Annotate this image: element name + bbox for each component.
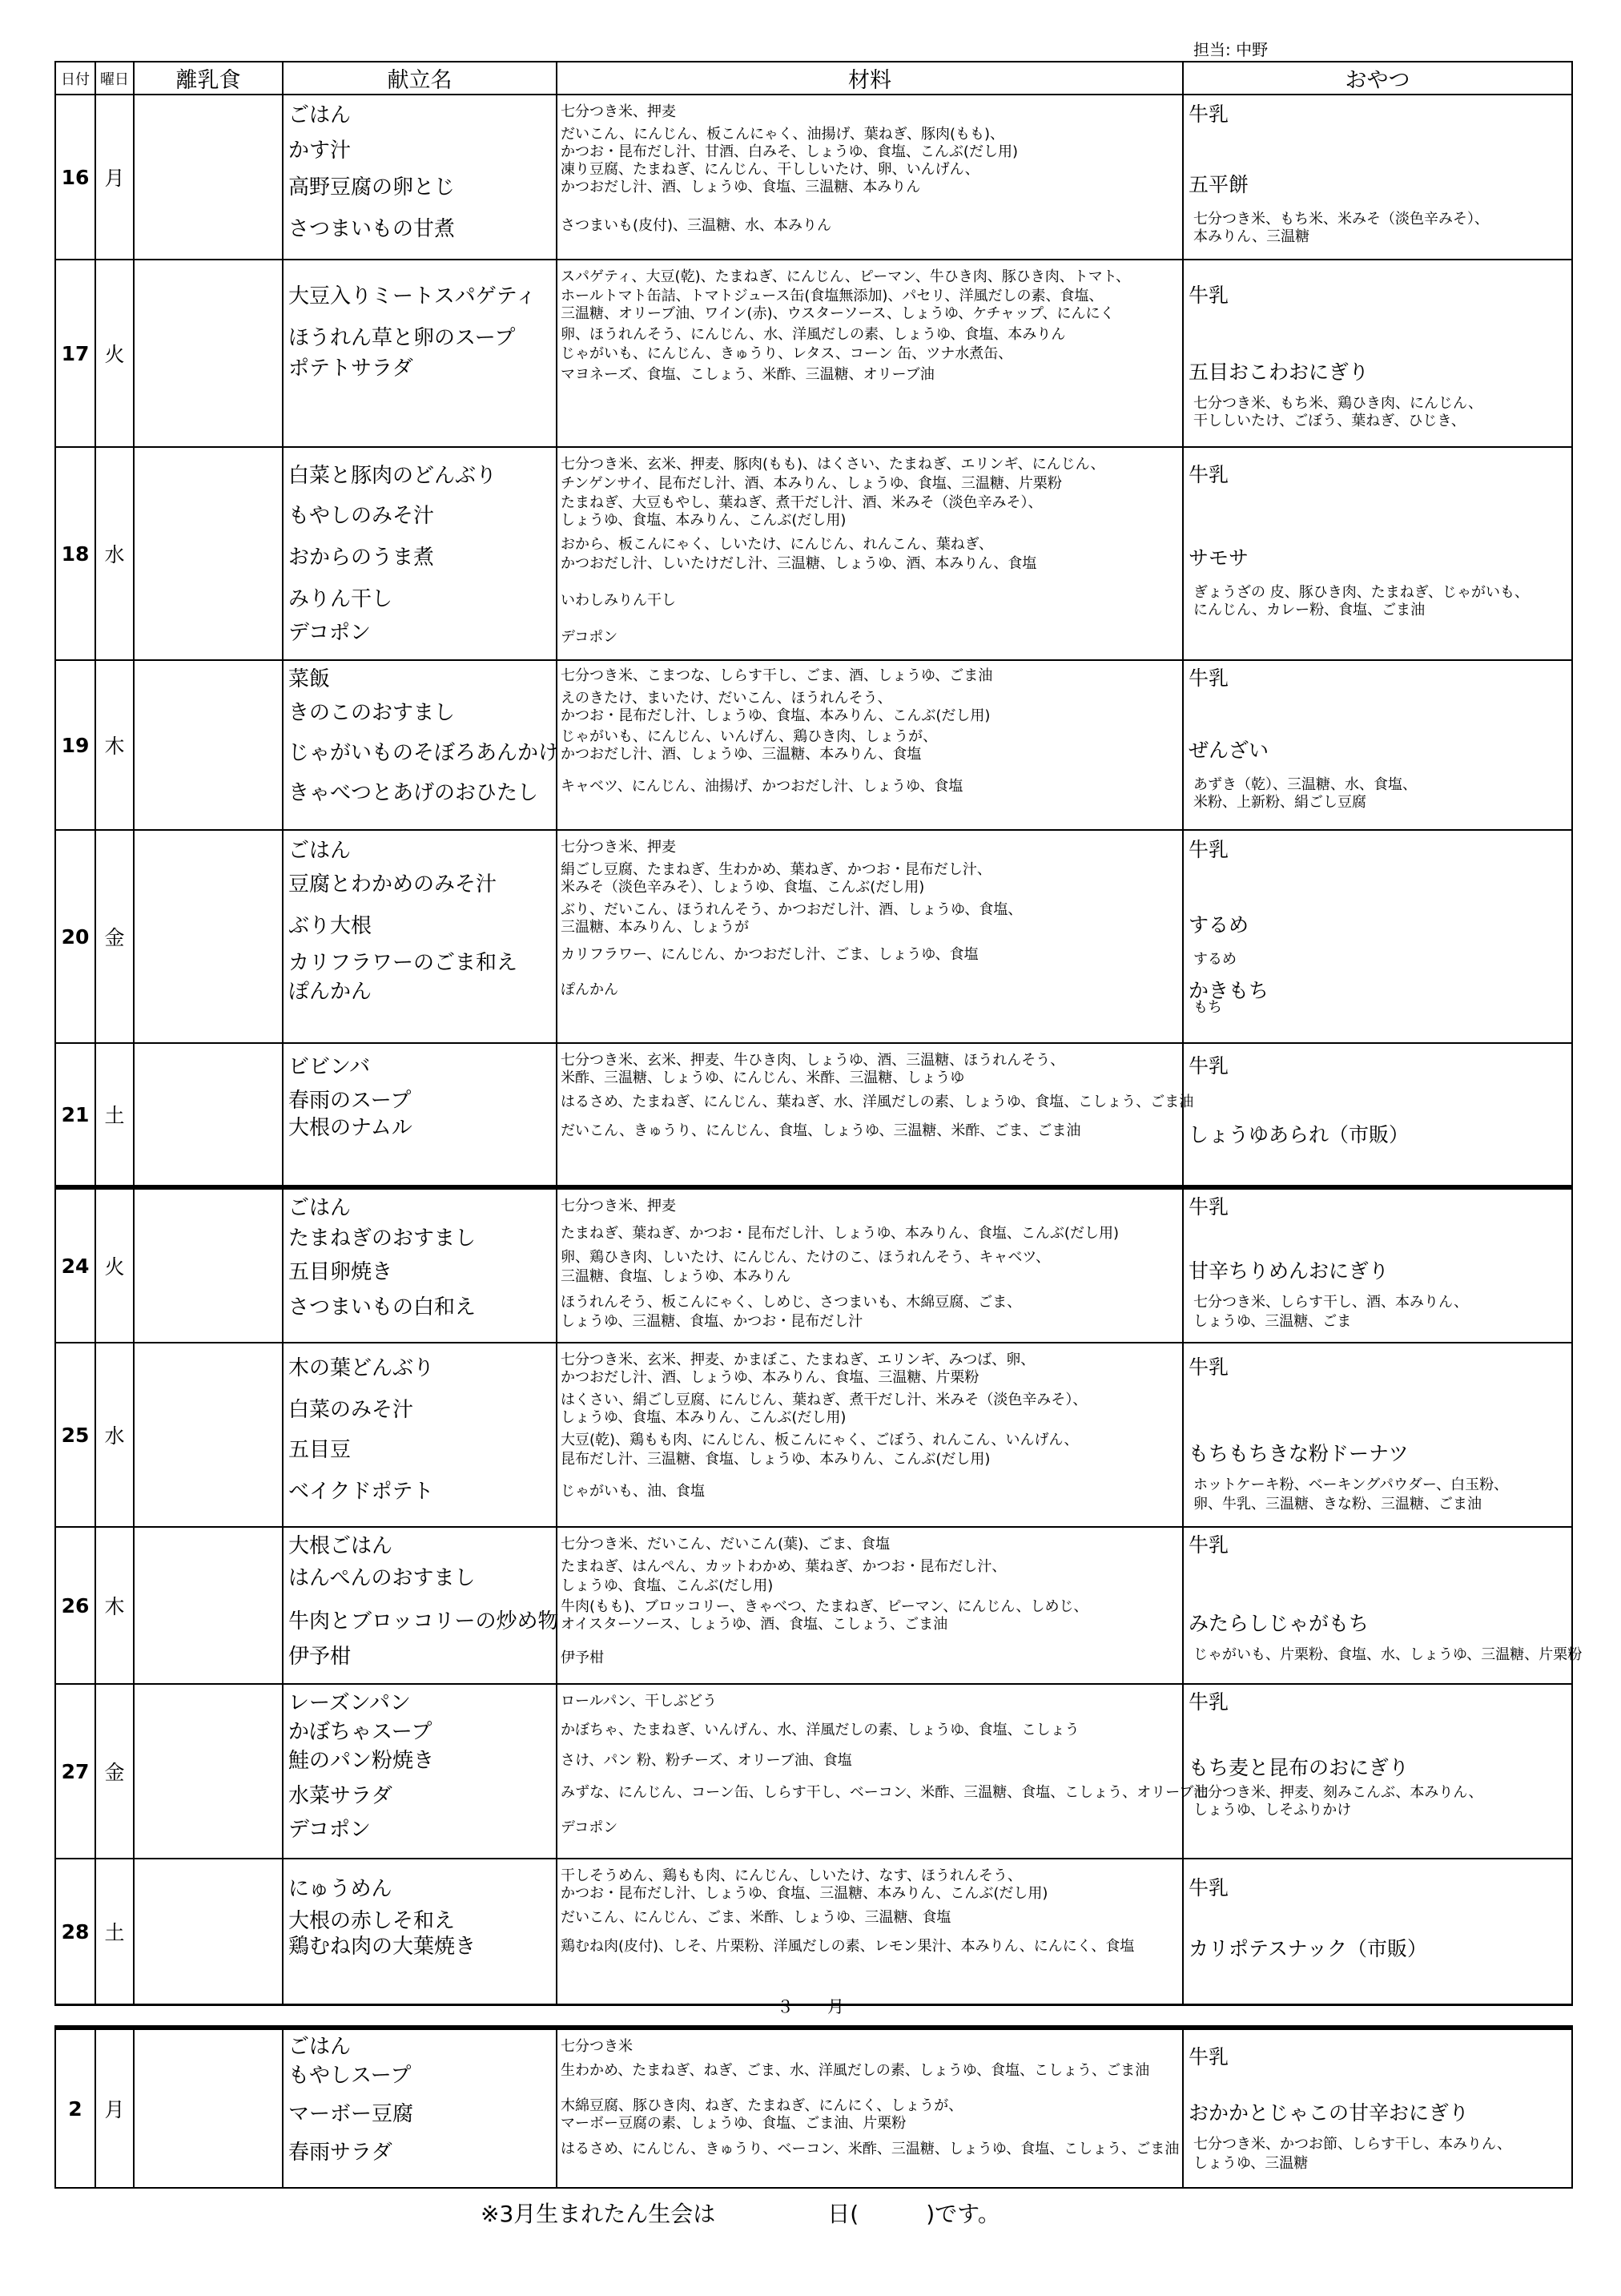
day-row <box>55 1527 1572 1684</box>
materials-cell <box>557 260 1183 447</box>
menu-item: 鮭のパン粉焼き <box>288 1749 435 1773</box>
baby-food-cell <box>134 660 283 830</box>
snack-ingredients: 七分つき米、かつお節、しらす干し、本みりん、 <box>1193 2136 1512 2153</box>
menu-item: きゃべつとあげのおひたし <box>288 781 539 805</box>
material-line: かつお・昆布だし汁、甘酒、白みそ、しょうゆ、食塩、こんぶ(だし用) <box>561 143 1018 160</box>
header-date: 日付 <box>55 62 95 95</box>
menu-item: 高野豆腐の卵とじ <box>288 175 456 199</box>
day-row <box>55 660 1572 830</box>
material-line: 木綿豆腐、豚ひき肉、ねぎ、たまねぎ、にんにく、しょうが、 <box>561 2097 963 2114</box>
day-row <box>55 1043 1572 1187</box>
snack-name: 牛乳 <box>1189 284 1229 307</box>
snack-ingredients: じゃがいも、片栗粉、食塩、水、しょうゆ、三温糖、片栗粉 <box>1193 1646 1583 1663</box>
day-row <box>55 830 1572 1043</box>
snack-ingredients: ぎょうざの 皮、豚ひき肉、たまねぎ、じゃがいも、 <box>1193 584 1529 601</box>
material-line: はるさめ、たまねぎ、にんじん、葉ねぎ、水、洋風だしの素、しょうゆ、食塩、こしょう、ごま油 <box>561 1094 1194 1110</box>
material-line: ホールトマト缶詰、トマトジュース缶(食塩無添加)、パセリ、洋風だしの素、食塩、 <box>561 288 1104 304</box>
snack-ingredients: しょうゆ、しそふりかけ <box>1193 1802 1352 1819</box>
day-number: 2 <box>55 2028 95 2188</box>
day-of-week: 金 <box>95 830 134 1043</box>
menu-cell <box>283 1343 557 1527</box>
snack-name: もちもちきな粉ドーナツ <box>1189 1442 1409 1465</box>
material-line: カリフラワー、にんじん、かつおだし汁、ごま、しょうゆ、食塩 <box>561 946 979 963</box>
menu-item: ごはん <box>288 839 352 863</box>
material-line: 三温糖、食塩、しょうゆ、本みりん <box>561 1268 791 1285</box>
snack-name: 牛乳 <box>1189 838 1229 861</box>
menu-item: 菜飯 <box>288 667 331 691</box>
baby-food-cell <box>134 1043 283 1187</box>
menu-item: はんぺんのおすまし <box>288 1566 476 1590</box>
material-line: デコポン <box>561 1819 618 1836</box>
snack-ingredients: しょうゆ、三温糖 <box>1193 2155 1309 2172</box>
baby-food-cell <box>134 1187 283 1343</box>
snack-cell <box>1183 2028 1572 2188</box>
material-line: 三温糖、本みりん、しょうが <box>561 919 750 936</box>
menu-cell <box>283 1043 557 1187</box>
materials-cell <box>557 1527 1183 1684</box>
menu-item: かぼちゃスープ <box>288 1720 432 1744</box>
menu-item: かす汁 <box>288 139 352 163</box>
material-line: 七分つき米、こまつな、しらす干し、ごま、酒、しょうゆ、ごま油 <box>561 667 993 684</box>
material-line: えのきたけ、まいたけ、だいこん、ほうれんそう、 <box>561 690 892 707</box>
day-number: 21 <box>55 1043 95 1187</box>
material-line: じゃがいも、油、食塩 <box>561 1483 705 1500</box>
material-line: 絹ごし豆腐、たまねぎ、生わかめ、葉ねぎ、かつお・昆布だし汁、 <box>561 861 992 878</box>
materials-cell <box>557 830 1183 1043</box>
day-of-week: 金 <box>95 1684 134 1859</box>
snack-ingredients: 米粉、上新粉、絹ごし豆腐 <box>1193 794 1366 811</box>
header-baby-food: 離乳食 <box>134 62 283 95</box>
material-line: 七分つき米、押麦 <box>561 103 676 120</box>
snack-cell <box>1183 660 1572 830</box>
materials-cell <box>557 1187 1183 1343</box>
material-line: 伊予柑 <box>561 1649 604 1666</box>
baby-food-cell <box>134 95 283 260</box>
snack-name: 牛乳 <box>1189 667 1229 690</box>
material-line: はくさい、絹ごし豆腐、にんじん、葉ねぎ、煮干だし汁、米みそ（淡色辛みそ）、 <box>561 1392 1088 1408</box>
day-row <box>55 260 1572 447</box>
day-row <box>55 1343 1572 1527</box>
material-line: デコポン <box>561 629 618 646</box>
menu-item: みりん干し <box>288 587 393 611</box>
menu-item: きのこのおすまし <box>288 701 456 725</box>
material-line: ぽんかん <box>561 981 618 998</box>
material-line: かつおだし汁、酒、しょうゆ、本みりん、食塩、三温糖、片栗粉 <box>561 1369 979 1386</box>
day-of-week: 水 <box>95 447 134 660</box>
menu-item: デコポン <box>288 621 371 645</box>
material-line: マーボー豆腐の素、しょうゆ、食塩、ごま油、片栗粉 <box>561 2115 907 2132</box>
menu-item: 大根のナムル <box>288 1116 412 1140</box>
menu-item: カリフラワーのごま和え <box>288 951 518 975</box>
day-row <box>55 95 1572 260</box>
day-number: 19 <box>55 660 95 830</box>
material-line: 三温糖、オリーブ油、ワイン(赤)、ウスターソース、しょうゆ、ケチャップ、にんにく <box>561 305 1115 322</box>
day-of-week: 水 <box>95 1343 134 1527</box>
snack-cell <box>1183 95 1572 260</box>
menu-item: 五目豆 <box>288 1438 352 1462</box>
snack-ingredients: あずき（乾）、三温糖、水、食塩、 <box>1193 776 1417 793</box>
snack-name: 牛乳 <box>1189 1533 1229 1557</box>
material-line: たまねぎ、大豆もやし、葉ねぎ、煮干だし汁、酒、米みそ（淡色辛みそ）、 <box>561 494 1043 511</box>
day-number: 18 <box>55 447 95 660</box>
material-line: 凍り豆腐、たまねぎ、にんじん、干ししいたけ、卵、いんげん、 <box>561 161 979 178</box>
day-row <box>55 1187 1572 1343</box>
snack-cell <box>1183 1043 1572 1187</box>
menu-item: デコポン <box>288 1818 371 1842</box>
baby-food-cell <box>134 2028 283 2188</box>
staff-label: 担当: 中野 <box>1193 40 1269 59</box>
day-row <box>55 2028 1572 2188</box>
menu-cell <box>283 1187 557 1343</box>
menu-cell <box>283 1859 557 2005</box>
menu-item: 白菜のみそ汁 <box>288 1398 414 1422</box>
snack-cell <box>1183 1684 1572 1859</box>
material-line: 米酢、三温糖、しょうゆ、にんじん、米酢、三温糖、しょうゆ <box>561 1069 965 1086</box>
snack-name: 五目おこわおにぎり <box>1189 361 1370 384</box>
menu-item: 豆腐とわかめのみそ汁 <box>288 872 497 896</box>
menu-item: さつまいもの白和え <box>288 1295 477 1319</box>
material-line: さつまいも(皮付)、三温糖、水、本みりん <box>561 217 832 234</box>
day-row <box>55 1859 1572 2005</box>
material-line: かつおだし汁、酒、しょうゆ、三温糖、本みりん、食塩 <box>561 746 922 763</box>
day-number: 25 <box>55 1343 95 1527</box>
material-line: ほうれんそう、板こんにゃく、しめじ、さつまいも、木綿豆腐、ごま、 <box>561 1294 1022 1311</box>
material-line: 牛肉(もも)、ブロッコリー、きゃべつ、たまねぎ、ピーマン、にんじん、しめじ、 <box>561 1598 1088 1615</box>
menu-item: ごはん <box>288 1196 352 1220</box>
day-of-week: 木 <box>95 1527 134 1684</box>
snack-name: おかかとじゃこの甘辛おにぎり <box>1189 2101 1470 2125</box>
day-of-week: 火 <box>95 260 134 447</box>
snack-name: 牛乳 <box>1189 1690 1229 1714</box>
menu-cell <box>283 260 557 447</box>
material-line: かつおだし汁、酒、しょうゆ、食塩、三温糖、本みりん <box>561 179 921 195</box>
material-line: じゃがいも、にんじん、きゅうり、レタス、コーン 缶、ツナ水煮缶、 <box>561 345 1013 362</box>
day-of-week: 月 <box>95 95 134 260</box>
material-line: 七分つき米、押麦 <box>561 1198 676 1214</box>
material-line: マヨネーズ、食塩、こしょう、米酢、三温糖、オリーブ油 <box>561 366 935 383</box>
snack-cell <box>1183 830 1572 1043</box>
material-line: ロールパン、干しぶどう <box>561 1693 717 1710</box>
baby-food-cell <box>134 1527 283 1684</box>
menu-item: さつまいもの甘煮 <box>288 217 456 241</box>
snack-ingredients: 七分つき米、もち米、米みそ（淡色辛みそ）、 <box>1193 211 1489 228</box>
snack-ingredients: 卵、牛乳、三温糖、きな粉、三温糖、ごま油 <box>1193 1496 1482 1513</box>
snack-name: 牛乳 <box>1189 1195 1229 1218</box>
snack-name: 牛乳 <box>1189 1355 1229 1379</box>
snack-name: みたらしじゃがもち <box>1189 1612 1370 1635</box>
material-line: かつお・昆布だし汁、しょうゆ、食塩、本みりん、こんぶ(だし用) <box>561 707 991 724</box>
material-line: キャベツ、にんじん、油揚げ、かつおだし汁、しょうゆ、食塩 <box>561 778 963 795</box>
menu-item: 大根の赤しそ和え <box>288 1909 456 1933</box>
menu-table <box>54 61 1583 2189</box>
snack-name: もち麦と昆布のおにぎり <box>1189 1756 1410 1779</box>
material-line: だいこん、にんじん、板こんにゃく、油揚げ、葉ねぎ、豚肉(もも)、 <box>561 126 1005 143</box>
snack-cell <box>1183 447 1572 660</box>
header-snack: おやつ <box>1183 62 1572 95</box>
baby-food-cell <box>134 1859 283 2005</box>
snack-ingredients: もち <box>1193 999 1222 1016</box>
day-of-week: 月 <box>95 2028 134 2188</box>
day-row <box>55 1684 1572 1859</box>
baby-food-cell <box>134 830 283 1043</box>
material-line: 七分つき米 <box>561 2038 633 2055</box>
material-line: さけ、パン 粉、粉チーズ、オリーブ油、食塩 <box>561 1752 852 1769</box>
menu-item: 五目卵焼き <box>288 1260 393 1284</box>
day-number: 26 <box>55 1527 95 1684</box>
day-number: 16 <box>55 95 95 260</box>
menu-item: 白菜と豚肉のどんぶり <box>288 464 497 488</box>
menu-item: じゃがいものそぼろあんかけ <box>288 741 560 765</box>
material-line: はるさめ、にんじん、きゅうり、ベーコン、米酢、三温糖、しょうゆ、食塩、こしょう、ごま油 <box>561 2141 1180 2157</box>
menu-item: ポテトサラダ <box>288 356 413 381</box>
day-of-week: 土 <box>95 1043 134 1187</box>
menu-item: レーズンパン <box>288 1691 411 1715</box>
snack-name: ぜんざい <box>1189 739 1269 762</box>
menu-cell <box>283 1527 557 1684</box>
menu-cell <box>283 2028 557 2188</box>
snack-ingredients: 七分つき米、しらす干し、酒、本みりん、 <box>1193 1294 1469 1311</box>
snack-name: しょうゆあられ（市販） <box>1189 1123 1410 1146</box>
material-line: オイスターソース、しょうゆ、酒、食塩、こしょう、ごま油 <box>561 1616 948 1633</box>
baby-food-cell <box>134 447 283 660</box>
menu-item: たまねぎのおすまし <box>288 1227 477 1251</box>
materials-cell <box>557 1343 1183 1527</box>
material-line: じゃがいも、にんじん、いんげん、鶏ひき肉、しょうが、 <box>561 728 938 745</box>
material-line: チンゲンサイ、昆布だし汁、酒、本みりん、しょうゆ、食塩、三温糖、片栗粉 <box>561 475 1062 492</box>
material-line: 七分つき米、だいこん、だいこん(葉)、ごま、食塩 <box>561 1536 891 1553</box>
menu-item: 春雨のスープ <box>288 1089 412 1113</box>
menu-item: ごはん <box>288 2035 352 2059</box>
snack-ingredients: にんじん、カレー粉、食塩、ごま油 <box>1193 602 1426 618</box>
menu-cell <box>283 660 560 830</box>
snack-name: カリポテスナック（市販） <box>1189 1937 1428 1960</box>
material-line: 鶏むね肉(皮付)、しそ、片栗粉、洋風だしの素、レモン果汁、本みりん、にんにく、食塩 <box>561 1938 1135 1955</box>
menu-item: 伊予柑 <box>288 1645 352 1669</box>
snack-cell <box>1183 1343 1572 1527</box>
menu-item: ぶり大根 <box>288 914 372 938</box>
baby-food-cell <box>134 1343 283 1527</box>
material-line: しょうゆ、三温糖、食塩、かつお・昆布だし汁 <box>561 1313 863 1330</box>
material-line: たまねぎ、葉ねぎ、かつお・昆布だし汁、しょうゆ、本みりん、食塩、こんぶ(だし用) <box>561 1225 1119 1242</box>
snack-cell <box>1183 1527 1583 1684</box>
menu-cell <box>283 447 557 660</box>
menu-item: にゅうめん <box>288 1877 392 1901</box>
menu-cell <box>283 95 557 260</box>
snack-cell <box>1183 1859 1572 2005</box>
menu-item: ほうれん草と卵のスープ <box>288 326 516 350</box>
materials-cell <box>557 660 1183 830</box>
material-line: しょうゆ、食塩、本みりん、こんぶ(だし用) <box>561 512 847 529</box>
day-number: 20 <box>55 830 95 1043</box>
day-number: 28 <box>55 1859 95 2005</box>
material-line: 七分つき米、玄米、押麦、豚肉(もも)、はくさい、たまねぎ、エリンギ、にんじん、 <box>561 456 1105 473</box>
material-line: かつお・昆布だし汁、しょうゆ、食塩、三温糖、本みりん、こんぶ(だし用) <box>561 1885 1048 1902</box>
menu-cell <box>283 830 557 1043</box>
material-line: 七分つき米、押麦 <box>561 839 676 856</box>
day-number: 27 <box>55 1684 95 1859</box>
menu-item: 木の葉どんぶり <box>288 1356 435 1380</box>
material-line: かつおだし汁、しいたけだし汁、三温糖、しょうゆ、酒、本みりん、食塩 <box>561 555 1037 572</box>
material-line: しょうゆ、食塩、本みりん、こんぶ(だし用) <box>561 1409 847 1426</box>
day-of-week: 火 <box>95 1187 134 1343</box>
snack-name: 牛乳 <box>1189 2045 1229 2068</box>
material-line: おから、板こんにゃく、しいたけ、にんじん、れんこん、葉ねぎ、 <box>561 536 993 553</box>
material-line: いわしみりん干し <box>561 592 676 609</box>
header-menu: 献立名 <box>283 62 557 95</box>
materials-cell <box>557 95 1183 260</box>
menu-item: マーボー豆腐 <box>288 2102 414 2126</box>
materials-cell <box>557 2028 1183 2188</box>
material-line: 生わかめ、たまねぎ、ねぎ、ごま、水、洋風だしの素、しょうゆ、食塩、こしょう、ごま油 <box>561 2062 1150 2079</box>
material-line: ぶり、だいこん、ほうれんそう、かつおだし汁、酒、しょうゆ、食塩、 <box>561 901 1023 918</box>
menu-item: 春雨サラダ <box>288 2141 392 2165</box>
menu-item: ベイクドポテト <box>288 1480 434 1504</box>
snack-name: 牛乳 <box>1189 463 1229 486</box>
day-number: 24 <box>55 1187 95 1343</box>
material-line: 七分つき米、玄米、押麦、かまぼこ、たまねぎ、エリンギ、みつば、卵、 <box>561 1351 1036 1368</box>
day-row <box>55 447 1572 660</box>
material-line: かぼちゃ、たまねぎ、いんげん、水、洋風だしの素、しょうゆ、食塩、こしょう <box>561 1722 1080 1738</box>
material-line: だいこん、にんじん、ごま、米酢、しょうゆ、三温糖、食塩 <box>561 1909 951 1926</box>
baby-food-cell <box>134 1684 283 1859</box>
menu-item: おからのうま煮 <box>288 546 435 570</box>
snack-cell <box>1183 260 1572 447</box>
snack-name: 甘辛ちりめんおにぎり <box>1189 1259 1390 1283</box>
day-of-week: 木 <box>95 660 134 830</box>
materials-cell <box>557 447 1183 660</box>
menu-cell <box>283 1684 557 1859</box>
snack-ingredients: 本みりん、三温糖 <box>1193 228 1310 245</box>
snack-name: サモサ <box>1189 546 1249 570</box>
snack-ingredients: 七分つき米、もち米、鶏ひき肉、にんじん、 <box>1193 395 1483 412</box>
baby-food-cell <box>134 260 283 447</box>
snack-ingredients: 七分つき米、押麦、刻みこんぶ、本みりん、 <box>1193 1784 1483 1801</box>
menu-item: 鶏むね肉の大葉焼き <box>288 1935 477 1959</box>
snack-name: するめ <box>1189 913 1249 937</box>
snack-cell <box>1183 1187 1572 1343</box>
month-label: ３ 月 <box>777 1997 844 2016</box>
snack-name: 牛乳 <box>1189 103 1229 126</box>
snack-name: かきもち <box>1189 979 1269 1002</box>
material-line: 米みそ（淡色辛みそ）、しょうゆ、食塩、こんぶ(だし用) <box>561 879 925 896</box>
day-number: 17 <box>55 260 95 447</box>
material-line: 大豆(乾)、鶏もも肉、にんじん、板こんにゃく、ごぼう、れんこん、いんげん、 <box>561 1432 1079 1448</box>
material-line: 七分つき米、玄米、押麦、牛ひき肉、しょうゆ、酒、三温糖、ほうれんそう、 <box>561 1052 1065 1069</box>
material-line: 干しそうめん、鶏もも肉、にんじん、しいたけ、なす、ほうれんそう、 <box>561 1867 1022 1884</box>
header-row <box>55 62 1572 95</box>
day-of-week: 土 <box>95 1859 134 2005</box>
menu-item: 大豆入りミートスパゲティ <box>288 284 537 308</box>
material-line: だいこん、きゅうり、にんじん、食塩、しょうゆ、三温糖、米酢、ごま、ごま油 <box>561 1122 1081 1139</box>
snack-name: 牛乳 <box>1189 1876 1229 1899</box>
menu-item: 大根ごはん <box>288 1534 393 1558</box>
snack-name: 五平餅 <box>1189 173 1249 196</box>
material-line: たまねぎ、はんぺん、カットわかめ、葉ねぎ、かつお・昆布だし汁、 <box>561 1558 1007 1575</box>
menu-item: 牛肉とブロッコリーの炒め物 <box>288 1609 559 1633</box>
material-line: 卵、ほうれんそう、にんじん、水、洋風だしの素、しょうゆ、食塩、本みりん <box>561 326 1066 343</box>
material-line: みずな、にんじん、コーン缶、しらす干し、ベーコン、米酢、三温糖、食塩、こしょう、オリーブ油 <box>561 1784 1209 1801</box>
snack-ingredients: しょうゆ、三温糖、ごま <box>1193 1313 1352 1330</box>
menu-item: もやしスープ <box>288 2064 412 2088</box>
snack-name: 牛乳 <box>1189 1054 1229 1078</box>
menu-item: ぽんかん <box>288 980 372 1004</box>
material-line: 卵、鶏ひき肉、しいたけ、にんじん、たけのこ、ほうれんそう、キャベツ、 <box>561 1249 1051 1266</box>
header-dow: 曜日 <box>95 62 134 95</box>
menu-item: ビビンバ <box>288 1055 371 1079</box>
materials-cell <box>557 1859 1183 2005</box>
material-line: スパゲティ、大豆(乾)、たまねぎ、にんじん、ピーマン、牛ひき肉、豚ひき肉、トマト、 <box>561 268 1131 285</box>
menu-item: 水菜サラダ <box>288 1784 392 1808</box>
snack-ingredients: ホットケーキ粉、ベーキングパウダー、白玉粉、 <box>1193 1476 1509 1493</box>
snack-ingredients: するめ <box>1193 951 1237 968</box>
material-line: 昆布だし汁、三温糖、食塩、しょうゆ、本みりん、こんぶ(だし用) <box>561 1451 991 1468</box>
menu-item: もやしのみそ汁 <box>288 504 435 528</box>
menu-item: ごはん <box>288 103 352 127</box>
material-line: しょうゆ、食塩、こんぶ(だし用) <box>561 1577 774 1594</box>
birthday-note: ※3月生まれたん生会は 日( )です。 <box>481 2201 1000 2227</box>
materials-cell <box>557 1043 1194 1187</box>
snack-ingredients: 干ししいたけ、ごぼう、葉ねぎ、ひじき、 <box>1193 413 1466 429</box>
header-materials: 材料 <box>557 62 1183 95</box>
